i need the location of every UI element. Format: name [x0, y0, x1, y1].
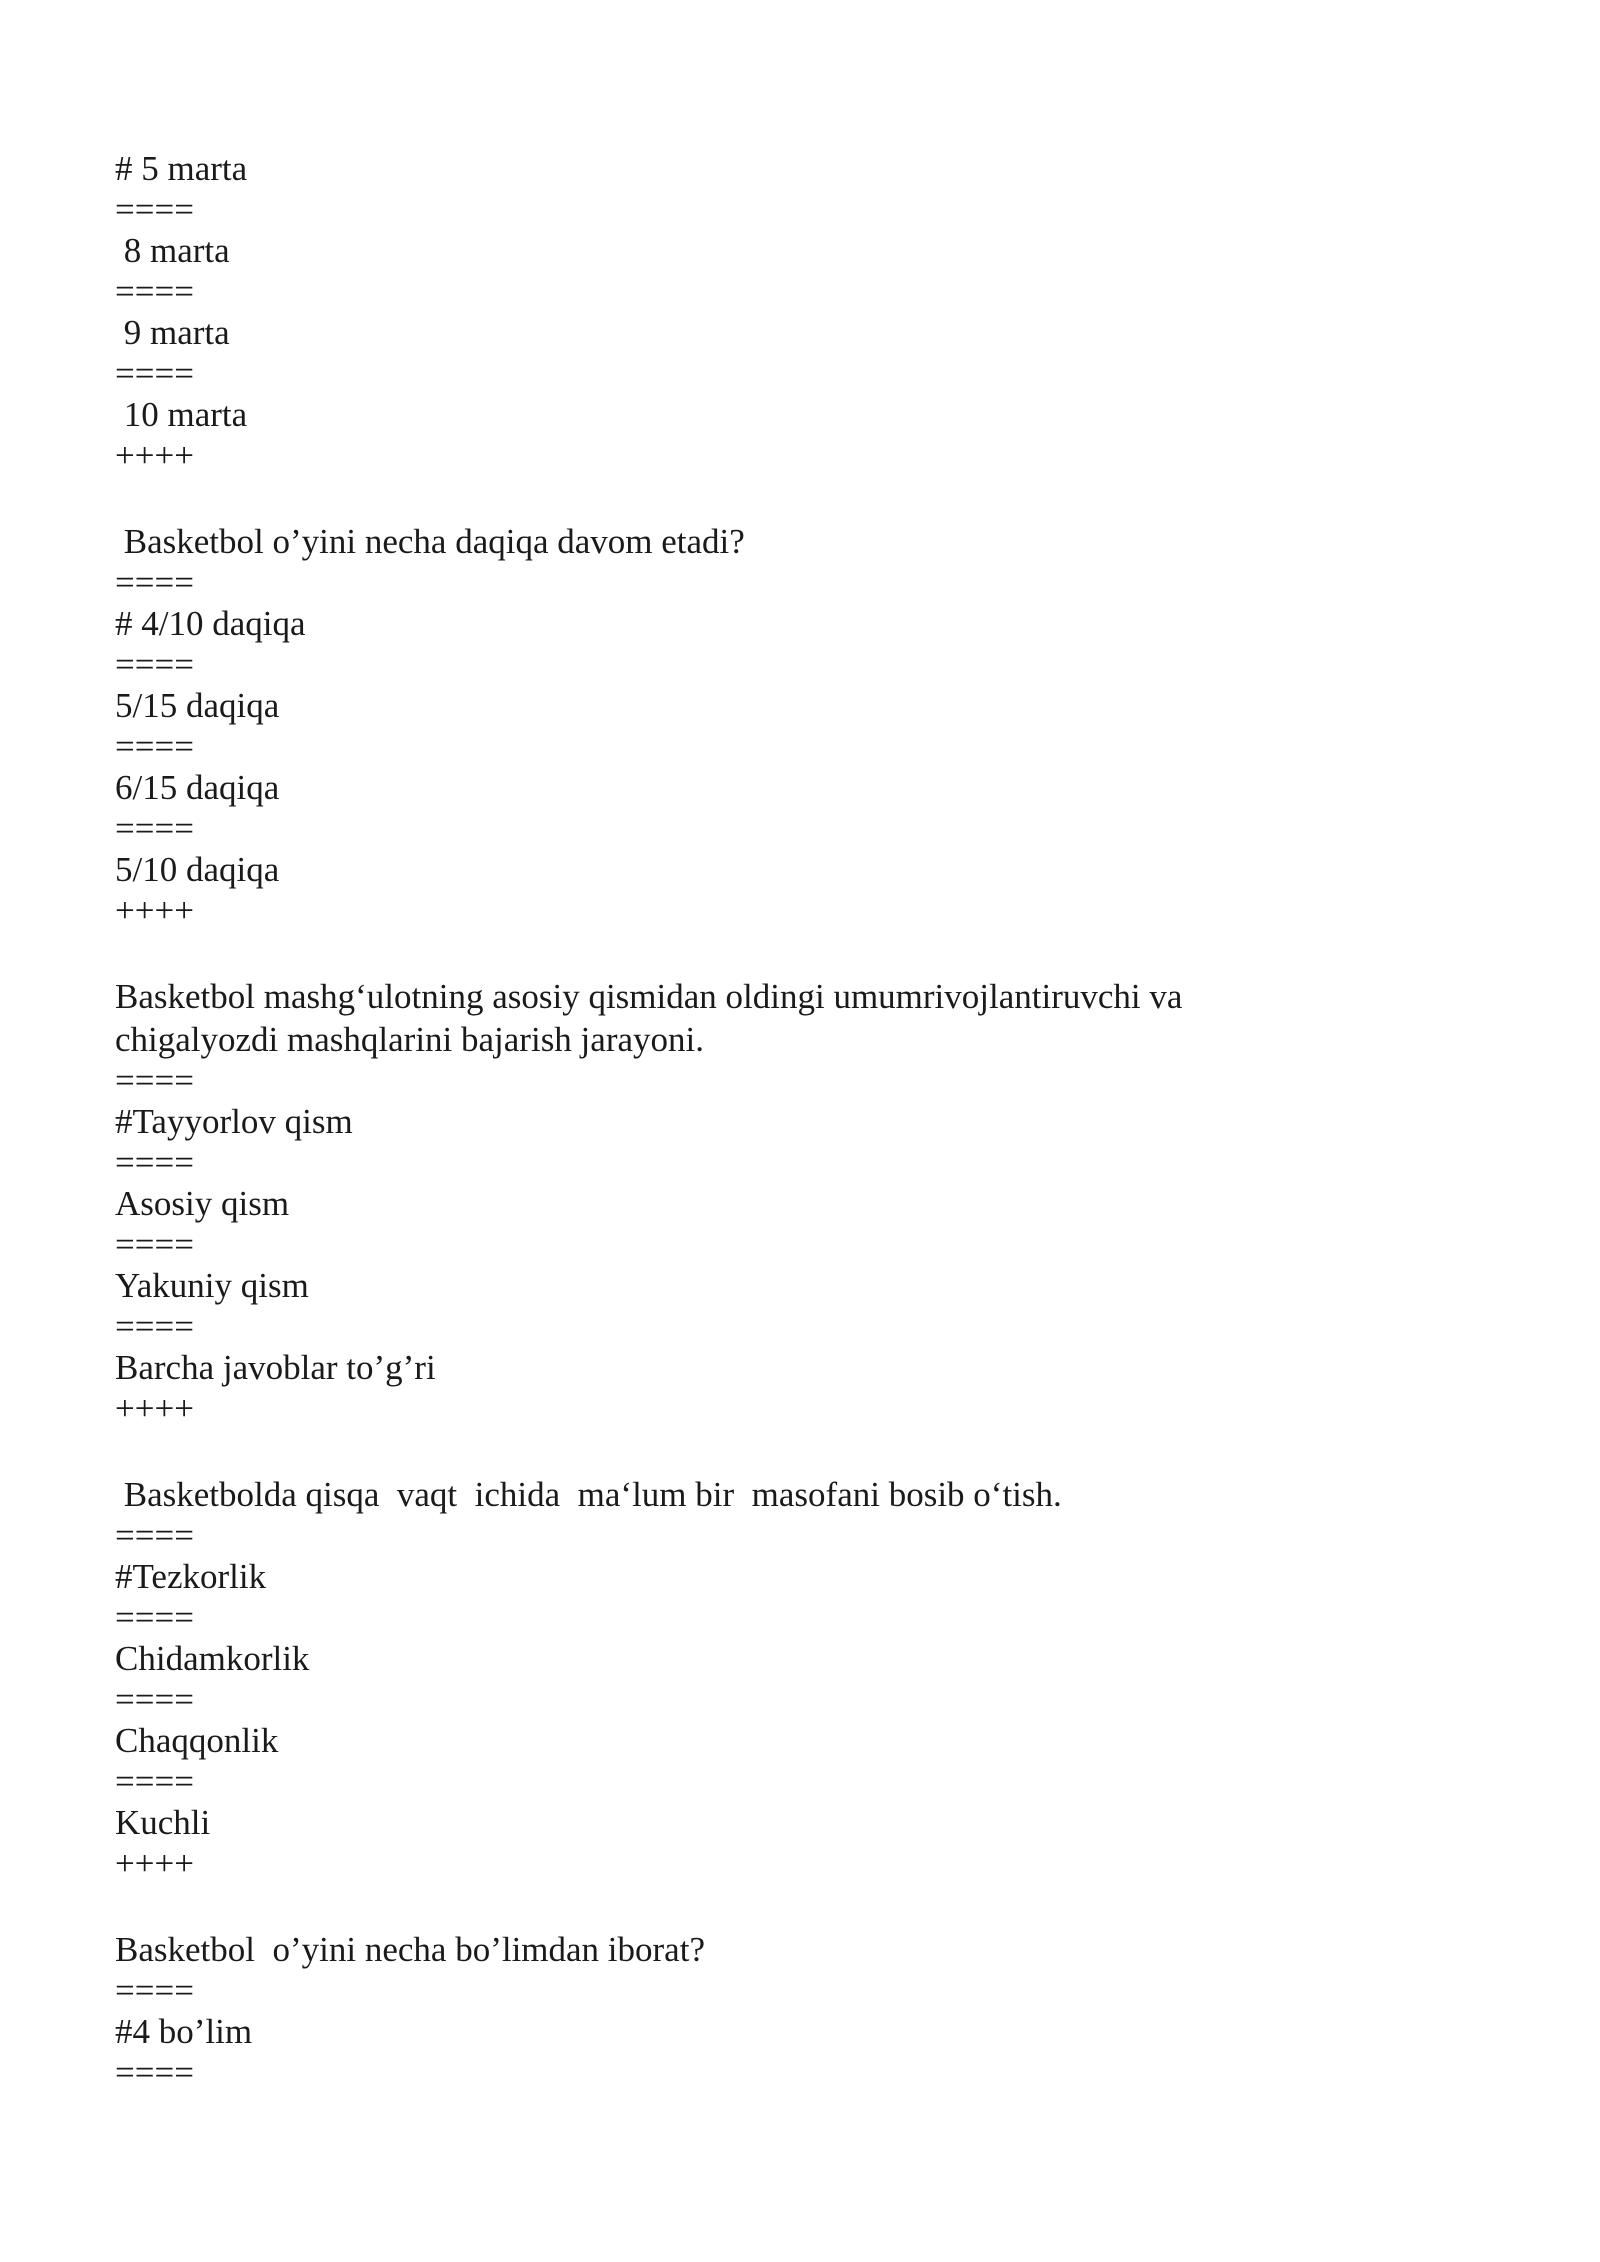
question-text: Basketbolda qisqa vaqt ichida ma‘lum bir masofani bosib o‘tish.: [115, 1475, 1062, 1514]
separator: ====: [115, 1598, 194, 1637]
answer-option: 10 marta: [115, 395, 248, 434]
separator: ====: [115, 1143, 194, 1182]
answer-option: Barcha javoblar to’g’ri: [115, 1348, 436, 1387]
question-text: Basketbol o’yini necha bo’limdan iborat?: [115, 1930, 705, 1969]
separator: ====: [115, 563, 194, 602]
separator: ====: [115, 1680, 194, 1719]
question-block: [115, 975, 1495, 1429]
separator: ====: [115, 354, 194, 393]
question-block: [115, 1473, 1495, 1884]
answer-option-correct: #Tezkorlik: [115, 1557, 267, 1596]
question-text: Basketbol o’yini necha daqiqa davom etadi?: [115, 522, 745, 561]
answer-option: 5/15 daqiqa: [115, 686, 280, 725]
answer-option: 9 marta: [115, 313, 230, 352]
block-end-marker: ++++: [115, 891, 194, 930]
answer-option: Asosiy qism: [115, 1184, 290, 1223]
separator: ====: [115, 1307, 194, 1346]
test-content: [115, 148, 1495, 2093]
answer-option: Chaqqonlik: [115, 1721, 279, 1760]
spacer: [115, 1429, 1495, 1473]
question-block: [115, 148, 1495, 476]
separator: ====: [115, 1061, 194, 1100]
answer-option-correct: #4 bo’lim: [115, 2012, 253, 2051]
answer-option: 8 marta: [115, 231, 230, 270]
question-block: [115, 520, 1495, 931]
separator: ====: [115, 727, 194, 766]
spacer: [115, 931, 1495, 975]
answer-option: 6/15 daqiqa: [115, 768, 280, 807]
answer-option-correct: # 4/10 daqiqa: [115, 604, 306, 643]
question-text: Basketbol mashg‘ulotning asosiy qismidan oldingi umumrivojlantiruvchi va chigalyozdi mashqlarini bajarish jarayoni.: [115, 977, 1192, 1059]
answer-option-correct: #Tayyorlov qism: [115, 1102, 353, 1141]
answer-option: Chidamkorlik: [115, 1639, 310, 1678]
spacer: [115, 476, 1495, 520]
separator: ====: [115, 1971, 194, 2010]
separator: ====: [115, 190, 194, 229]
answer-option: Kuchli: [115, 1803, 211, 1842]
separator: ====: [115, 645, 194, 684]
separator: ====: [115, 2053, 194, 2092]
question-block: [115, 1928, 1495, 2093]
separator: ====: [115, 1516, 194, 1555]
answer-option-correct: # 5 marta: [115, 149, 248, 188]
block-end-marker: ++++: [115, 436, 194, 475]
separator: ====: [115, 1762, 194, 1801]
block-end-marker: ++++: [115, 1844, 194, 1883]
block-end-marker: ++++: [115, 1389, 194, 1428]
separator: ====: [115, 272, 194, 311]
separator: ====: [115, 809, 194, 848]
spacer: [115, 1884, 1495, 1928]
answer-option: Yakuniy qism: [115, 1266, 309, 1305]
answer-option: 5/10 daqiqa: [115, 850, 280, 889]
separator: ====: [115, 1225, 194, 1264]
